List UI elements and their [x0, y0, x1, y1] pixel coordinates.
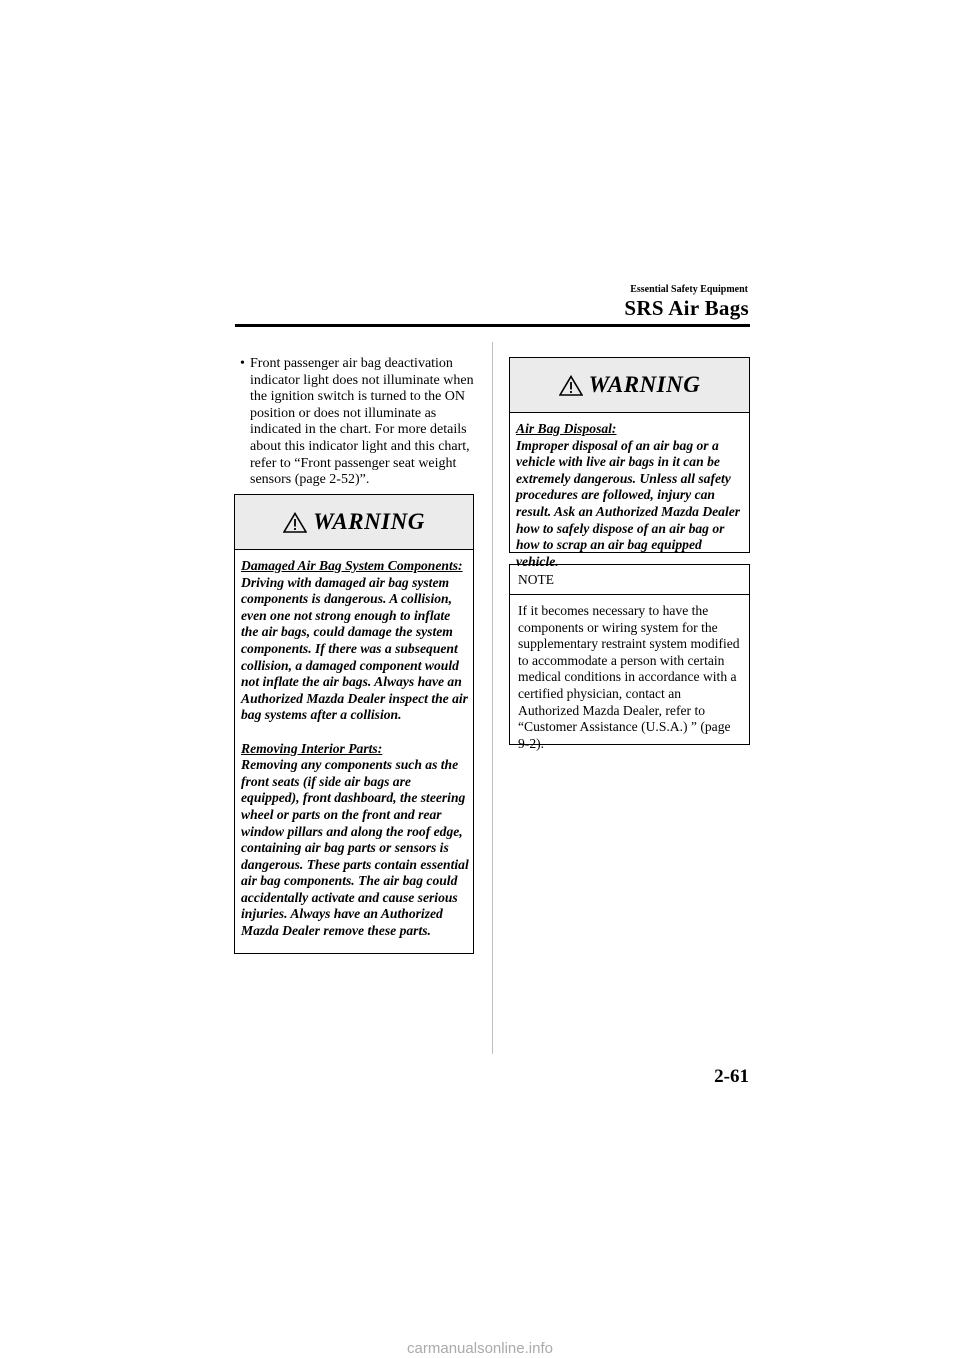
section-title: Essential Safety Equipment — [630, 284, 748, 295]
warning-label: WARNING — [588, 372, 701, 397]
note-label: NOTE — [510, 565, 749, 595]
warning-box-air-bag-disposal — [509, 357, 750, 569]
warning-subheading: Removing Interior Parts: — [241, 740, 383, 756]
column-divider — [492, 342, 493, 1054]
page-title: SRS Air Bags — [624, 296, 749, 320]
warning-header — [510, 358, 749, 413]
warning-body — [510, 413, 749, 578]
page-number: 2-61 — [714, 1066, 749, 1087]
warning-body — [235, 550, 473, 948]
warning-header — [235, 495, 473, 550]
bullet-text: Front passenger air bag deactivation indicator light does not illuminate when the ignition switch is turned to the ON position or does not illuminate as indicated in the chart. For more details about this indicator light and this chart, refer to “Front passenger seat weight sensors (page 2-52)”. — [250, 356, 474, 488]
warning-triangle-icon — [283, 512, 307, 533]
warning-text: Driving with damaged air bag system components is dangerous. A collision, even one not strong enough to inflate the air bags, could damage the system components. If there was a subsequent collision, a damaged component would not inflate the air bags. Always have an Authorized Mazda Dealer inspect the air bag systems after a collision. — [241, 574, 468, 723]
paragraph-gap — [241, 724, 469, 741]
header-rule — [235, 324, 750, 327]
warning-triangle-icon — [559, 375, 583, 396]
bullet-symbol: • — [240, 356, 245, 371]
footer-watermark: carmanualsonline.info — [407, 1340, 553, 1357]
warning-label: WARNING — [313, 509, 425, 534]
note-text: If it becomes necessary to have the components or wiring system for the supplementary restraint system modified to accommodate a person with certain medical conditions in accordance with a certified physician, contact an Authorized Mazda Dealer, refer to “Customer Assistance (U.S.A.) ” (page 9-2). — [518, 603, 740, 751]
warning-text: Improper disposal of an air bag or a vehicle with live air bags in it can be extremely dangerous. Unless all safety procedures are followed, injury can result. Ask an Authorized Mazda Dealer how to safely dispose of an air bag or how to scrap an air bag equipped vehicle. — [516, 437, 741, 569]
warning-text: Removing any components such as the front seats (if side air bags are equipped), front dashboard, the steering wheel or parts on the front and rear window pillars and along the roof edge, containing air bag parts or sensors is dangerous. These parts contain essential air bag components. The air bag could accidentally activate and cause serious injuries. Always have an Authorized Mazda Dealer remove these parts. — [241, 757, 469, 939]
warning-subheading: Air Bag Disposal: — [516, 421, 617, 436]
warning-box-damaged-components — [234, 494, 474, 954]
note-box — [509, 564, 750, 751]
warning-subheading: Damaged Air Bag System Components: — [241, 558, 463, 573]
bullet-item — [240, 356, 476, 489]
